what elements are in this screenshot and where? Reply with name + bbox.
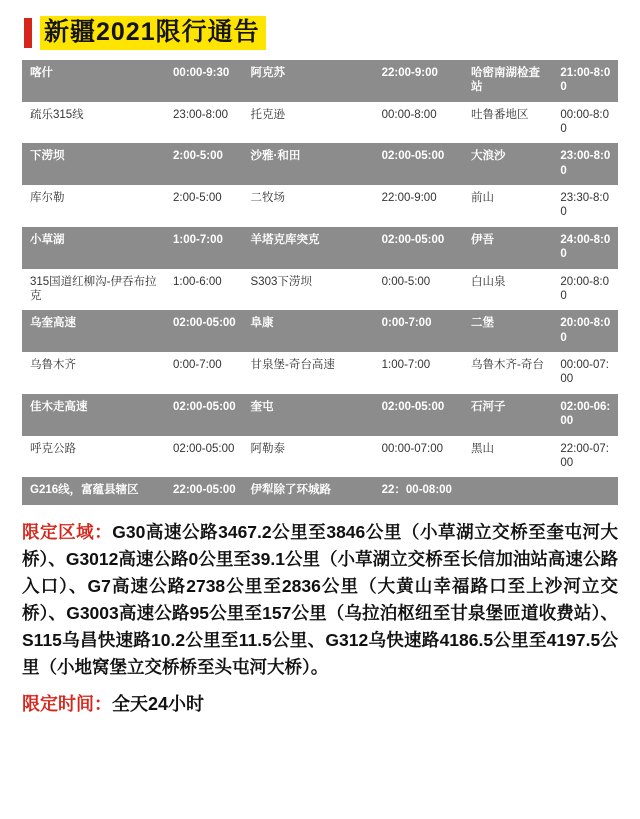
location-cell: 呼克公路	[22, 436, 165, 478]
location-cell: S303下涝坝	[243, 269, 374, 311]
time-cell: 23:30-8:00	[552, 185, 618, 227]
time-cell: 00:00-07:00	[374, 436, 463, 478]
time-cell: 0:00-5:00	[374, 269, 463, 311]
location-cell: 315国道红柳沟-伊吞布拉克	[22, 269, 165, 311]
table-row	[22, 269, 618, 311]
time-cell: 22:00-9:00	[374, 185, 463, 227]
table-row	[22, 394, 618, 436]
area-paragraph	[22, 519, 618, 682]
location-cell: 库尔勒	[22, 185, 165, 227]
time-label: 限定时间：	[22, 694, 112, 715]
location-cell: G216线，富蕴县辖区	[22, 477, 165, 504]
location-cell: 前山	[463, 185, 552, 227]
location-cell: 阜康	[243, 310, 374, 352]
time-cell: 20:00-8:00	[552, 310, 618, 352]
time-cell: 02:00-05:00	[374, 227, 463, 269]
time-cell: 22：00-08:00	[374, 477, 463, 504]
time-cell	[552, 477, 618, 504]
time-cell: 02:00-05:00	[374, 394, 463, 436]
location-cell: 喀什	[22, 60, 165, 102]
table-row	[22, 310, 618, 352]
location-cell: 吐鲁番地区	[463, 102, 552, 144]
location-cell: 伊犁除了环城路	[243, 477, 374, 504]
location-cell: 石河子	[463, 394, 552, 436]
location-cell: 小草湖	[22, 227, 165, 269]
area-text: G30高速公路3467.2公里至3846公里（小草湖立交桥至奎屯河大桥）、G3012高速公路0公里至39.1公里（小草湖立交桥至长信加油站高速公路入口）、G7高速公路2738公里至2836公里（大黄山幸福路口至上沙河立交桥）、G3003高速公路95公里至157公里（乌拉泊枢纽至甘泉堡匝道收费站）、S115乌昌快速路10.2公里至11.5公里、G312乌快速路4186.5公里至4197.5公里（小地窝堡立交桥桥至头屯河大桥）。	[22, 521, 618, 678]
time-cell: 2:00-5:00	[165, 185, 242, 227]
time-cell: 1:00-7:00	[374, 352, 463, 394]
table-row	[22, 352, 618, 394]
table-row	[22, 436, 618, 478]
table-row	[22, 143, 618, 185]
location-cell: 乌鲁木齐-奇台	[463, 352, 552, 394]
time-cell: 1:00-6:00	[165, 269, 242, 311]
location-cell: 哈密南湖检查站	[463, 60, 552, 102]
table-row	[22, 60, 618, 102]
time-cell: 24:00-8:00	[552, 227, 618, 269]
location-cell: 乌鲁木齐	[22, 352, 165, 394]
time-paragraph	[22, 691, 618, 719]
time-cell: 22:00-05:00	[165, 477, 242, 504]
schedule-table-wrapper	[0, 60, 640, 505]
title-accent-bar	[24, 18, 32, 48]
time-cell: 23:00-8:00	[165, 102, 242, 144]
time-cell: 02:00-05:00	[165, 310, 242, 352]
schedule-table	[22, 60, 618, 505]
notes-section	[0, 505, 640, 720]
location-cell: 阿克苏	[243, 60, 374, 102]
location-cell: 奎屯	[243, 394, 374, 436]
time-cell: 0:00-7:00	[374, 310, 463, 352]
title-text: 新疆2021限行通告	[40, 16, 266, 50]
time-cell: 21:00-8:00	[552, 60, 618, 102]
location-cell: 乌奎高速	[22, 310, 165, 352]
time-cell: 22:00-9:00	[374, 60, 463, 102]
area-label: 限定区域：	[22, 521, 113, 542]
location-cell: 甘泉堡-奇台高速	[243, 352, 374, 394]
location-cell: 羊塔克库突克	[243, 227, 374, 269]
time-text: 全天24小时	[112, 694, 205, 715]
page-title	[0, 0, 640, 60]
table-row	[22, 477, 618, 504]
location-cell: 下涝坝	[22, 143, 165, 185]
location-cell: 黑山	[463, 436, 552, 478]
time-cell: 0:00-7:00	[165, 352, 242, 394]
location-cell: 沙雅·和田	[243, 143, 374, 185]
time-cell: 00:00-8:00	[552, 102, 618, 144]
location-cell: 二堡	[463, 310, 552, 352]
time-cell: 1:00-7:00	[165, 227, 242, 269]
time-cell: 00:00-8:00	[374, 102, 463, 144]
table-row	[22, 102, 618, 144]
time-cell: 00:00-07:00	[552, 352, 618, 394]
location-cell: 佳木走高速	[22, 394, 165, 436]
time-cell: 02:00-06:00	[552, 394, 618, 436]
time-cell: 02:00-05:00	[165, 394, 242, 436]
table-row	[22, 227, 618, 269]
location-cell: 大浪沙	[463, 143, 552, 185]
table-row	[22, 185, 618, 227]
location-cell: 疏乐315线	[22, 102, 165, 144]
location-cell: 阿勒泰	[243, 436, 374, 478]
location-cell: 伊吾	[463, 227, 552, 269]
time-cell: 02:00-05:00	[165, 436, 242, 478]
time-cell: 2:00-5:00	[165, 143, 242, 185]
location-cell: 白山泉	[463, 269, 552, 311]
location-cell	[463, 477, 552, 504]
location-cell: 二牧场	[243, 185, 374, 227]
time-cell: 22:00-07:00	[552, 436, 618, 478]
time-cell: 00:00-9:30	[165, 60, 242, 102]
location-cell: 托克逊	[243, 102, 374, 144]
time-cell: 20:00-8:00	[552, 269, 618, 311]
time-cell: 02:00-05:00	[374, 143, 463, 185]
time-cell: 23:00-8:00	[552, 143, 618, 185]
